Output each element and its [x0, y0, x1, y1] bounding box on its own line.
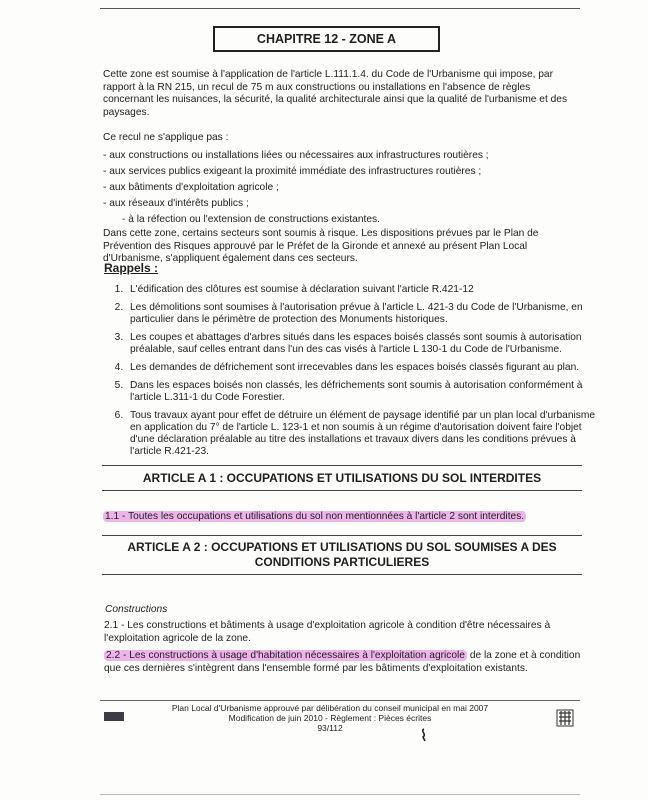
highlighted-text: 2.2 - Les constructions à usage d'habitation nécessaires à l'exploitation agricole [106, 650, 465, 661]
recul-heading: Ce recul ne s'applique pas : [103, 132, 229, 143]
chapter-title: CHAPITRE 12 - ZONE A [213, 26, 440, 52]
rappels-title: Rappels : [104, 261, 159, 275]
top-rule [100, 8, 580, 9]
item-text: de la zone et à condition que ces dernières s'intègrent dans l'ensemble formé par les bâtiments d'exploitation existants. [104, 650, 581, 674]
rappel-item: 2. Les démolitions sont soumises à l'autorisation prévue à l'article L. 421-3 du Code de l'Urbanisme, en particulier dans le périmètre de protection des Monuments historiques. [126, 302, 602, 326]
article-a2-title-line2: CONDITIONS PARTICULIERES [254, 555, 430, 569]
exception-item: - aux services publics exigeant la proximité immédiate des infrastructures routières ; [103, 166, 482, 177]
intro-paragraph: Cette zone est soumise à l'application de l'article L.111.1.4. du Code de l'Urbanisme qui impose, par rapport à la RN 215, un recul de 75 m aux constructions ou installations en l'absence de règles concernant les nuisances, la sécurité, la qualité architecturale ainsi que la qualité de l'urbanisme et des paysages. [103, 69, 568, 118]
footer [170, 703, 490, 733]
footer-line-1: Plan Local d'Urbanisme approuvé par délibération du conseil municipal en mai 2007 [171, 703, 489, 713]
bottom-rule [100, 794, 580, 795]
article-a2-title [102, 535, 582, 575]
article-a2-title-line1: ARTICLE A 2 : OCCUPATIONS ET UTILISATIONS DU SOL SOUMISES A DES [127, 540, 557, 554]
rappel-item: 5. Dans les espaces boisés non classés, les défrichements sont soumis à autorisation conformément à l'article L.311-1 du Code Forestier. [126, 380, 602, 404]
page-number: 93/112 [317, 723, 343, 733]
article-a2-item-2 [104, 650, 582, 675]
rappel-item: 1. L'édification des clôtures est soumise à déclaration suivant l'article R.421-12 [126, 284, 602, 296]
article-a1-item [103, 511, 526, 524]
risk-paragraph: Dans cette zone, certains secteurs sont soumis à risque. Les dispositions prévues par le Plan de Prévention des Risques approuvé par le Préfet de la Gironde et annexé au présent Plan Local d'Urbanisme, s'appliquent également dans ces secteurs. [103, 228, 539, 264]
exception-item: - aux réseaux d'intérêts publics ; [103, 198, 249, 209]
footer-line-2: Modification de juin 2010 - Règlement : Pièces écrites [228, 713, 432, 723]
constructions-heading: Constructions [105, 604, 168, 615]
seal-icon [556, 709, 574, 727]
footer-rule [100, 700, 580, 701]
article-a2-item-1: 2.1 - Les constructions et bâtiments à usage d'exploitation agricole à condition d'être nécessaires à l'exploitation agricole de la zone. [104, 620, 551, 644]
rappel-item: 6. Tous travaux ayant pour effet de détruire un élément de paysage identifié par un plan local d'urbanisme en application du 7° de l'article L. 123-1 et non soumis à un régime d'autorisation doivent faire l'objet d'une déclaration préalable au titre des installations et travaux divers dans les conditions prévues à l'article R.421-23. [126, 410, 602, 458]
rappel-item: 4. Les demandes de défrichement sont irrecevables dans les espaces boisés classés figurant au plan. [126, 362, 602, 374]
rappel-item: 3. Les coupes et abattages d'arbres situés dans les espaces boisés classés sont soumis à autorisation préalable, sauf celles entrant dans l'un des cas visés à l'article L 130-1 du Code de l'Urbanisme. [126, 332, 602, 356]
article-a1-title: ARTICLE A 1 : OCCUPATIONS ET UTILISATIONS DU SOL INTERDITES [102, 465, 582, 491]
logo-icon [104, 712, 124, 721]
exception-item: - aux bâtiments d'exploitation agricole ; [103, 182, 279, 193]
pen-mark-icon [418, 728, 430, 742]
exception-item: - à la réfection ou l'extension de constructions existantes. [122, 214, 380, 225]
highlighted-text: 1.1 - Toutes les occupations et utilisations du sol non mentionnées à l'article 2 sont interdites. [105, 511, 525, 522]
rappels-list [106, 284, 602, 464]
exception-item: - aux constructions ou installations liées ou nécessaires aux infrastructures routières ; [103, 150, 489, 161]
